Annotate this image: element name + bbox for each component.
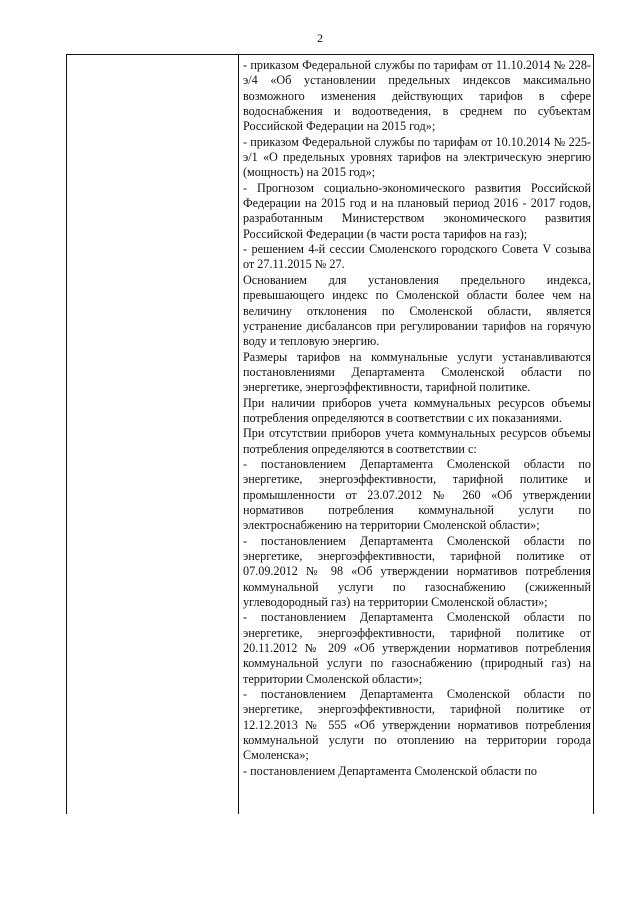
paragraph-without-meters: При отсутствии приборов учета коммунальных ресурсов объемы потребления определяются в соответствии с: [243,426,591,456]
table-left-cell [67,55,238,814]
paragraph-resolution-98: - постановлением Департамента Смоленской области по энергетике, энергоэффективности, тарифной политике от 07.09.2012 № 98 «Об утверждении нормативов потребления коммунальной услуги по газоснабжению (сжиженный углеводородный газ) на территории Смоленской области»; [243,533,591,610]
paragraph-resolution-260: - постановлением Департамента Смоленской области по энергетике, энергоэффективности, тарифной политике и промышленности от 23.07.2012 № 260 «Об утверждении нормативов потребления коммунальной услуги по электроснабжению на территории Смоленской области»; [243,456,591,533]
document-table [66,54,594,814]
paragraph-tariff-sizes: Размеры тарифов на коммунальные услуги устанавливаются постановлениями Департамента Смоленской области по энергетике, энергоэффективности, тарифной политике. [243,349,591,395]
table-right-cell [243,58,591,779]
paragraph-council-decision: - решением 4-й сессии Смоленского городского Совета V созыва от 27.11.2015 № 27. [243,242,591,272]
paragraph-resolution-continued: - постановлением Департамента Смоленской области по [243,763,537,778]
paragraph-forecast: - Прогнозом социально-экономического развития Российской Федерации на 2015 год и на плановый период 2016 - 2017 годов, разработанным Министерством экономического развития Российской Федерации (в части роста тарифов на газ); [243,180,591,241]
table-column-divider [238,55,239,814]
paragraph-order-fst-225: - приказом Федеральной службы по тарифам от 10.10.2014 № 225-э/1 «О предельных уровнях тарифов на электрическую энергию (мощность) на 2015 год»; [243,134,591,180]
paragraph-resolution-555: - постановлением Департамента Смоленской области по энергетике, энергоэффективности, тарифной политике от 12.12.2013 № 555 «Об утверждении нормативов потребления коммунальной услуги по отоплению на территории города Смоленска»; [243,687,591,763]
paragraph-resolution-209: - постановлением Департамента Смоленской области по энергетике, энергоэффективности, тарифной политике от 20.11.2012 № 209 «Об утверждении нормативов потребления коммунальной услуги по газоснабжению (природный газ) на территории Смоленской области»; [243,610,591,686]
page-number: 2 [317,31,323,45]
paragraph-order-fst-228: - приказом Федеральной службы по тарифам от 11.10.2014 № 228-э/4 «Об установлении предельных индексов максимально возможного изменения действующих тарифов в сфере водоснабжения и водоотведения, в среднем по субъектам Российской Федерации на 2015 год»; [243,58,591,134]
paragraph-with-meters: При наличии приборов учета коммунальных ресурсов объемы потребления определяются в соответствии с их показаниями. [243,395,591,425]
paragraph-grounds: Основанием для установления предельного индекса, превышающего индекс по Смоленской области более чем на величину отклонения по Смоленской области, является устранение дисбалансов при регулировании тарифов на горячую воду и тепловую энергию. [243,272,591,349]
